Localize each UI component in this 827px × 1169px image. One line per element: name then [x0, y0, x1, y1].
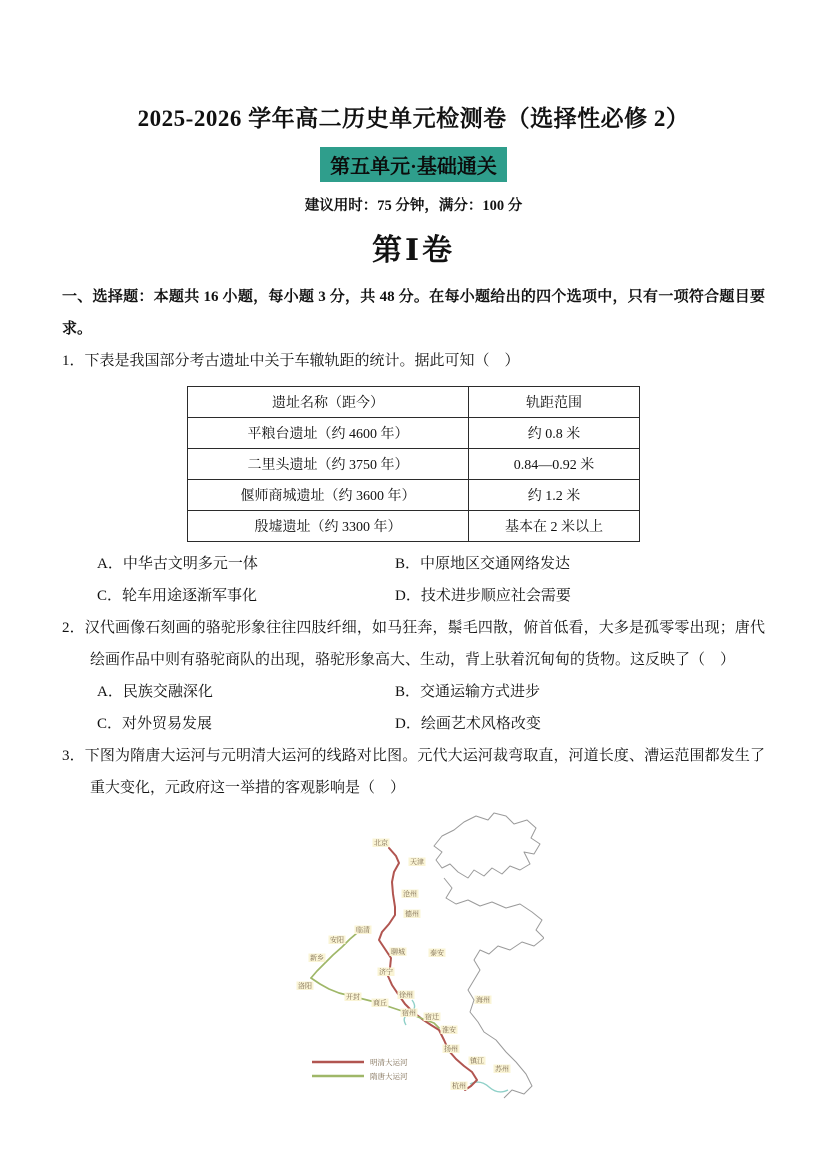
city-label: 北京 — [373, 840, 388, 847]
question-1-options — [62, 548, 765, 612]
option-D: D．绘画艺术风格改变 — [395, 716, 541, 732]
city-label: 海州 — [475, 997, 490, 1004]
city-label: 宿州 — [401, 1010, 416, 1017]
table-row — [188, 480, 640, 511]
table-cell: 约 1.2 米 — [469, 480, 640, 511]
city-label: 镇江 — [469, 1058, 484, 1065]
question-text: 下图为隋唐大运河与元明清大运河的线路对比图。元代大运河裁弯取直，河道长度、漕运范围都发生了重大变化，元政府这一举措的客观影响是（ ） — [84, 748, 765, 796]
question-text: 汉代画像石刻画的骆驼形象往往四肢纤细，如马狂奔，鬃毛四散，俯首低看，大多是孤零零出现；唐代绘画作品中则有骆驼商队的出现，骆驼形象高大、生动，背上驮着沉甸甸的货物。这反映了（ ） — [84, 620, 765, 668]
table-row — [188, 511, 640, 542]
city-label: 淮安 — [441, 1027, 456, 1034]
city-label: 安阳 — [329, 937, 344, 944]
city-labels — [296, 838, 510, 1090]
track-gauge-table-body — [188, 418, 640, 542]
table-cell: 约 0.8 米 — [469, 418, 640, 449]
legend-label: 隋唐大运河 — [369, 1072, 407, 1081]
city-label: 泰安 — [429, 950, 444, 957]
city-label: 聊城 — [390, 949, 405, 956]
track-gauge-table — [187, 386, 640, 542]
city-label: 宿迁 — [424, 1014, 439, 1021]
question-text: 下表是我国部分考古遗址中关于车辙轨距的统计。据此可知（ ） — [84, 353, 520, 369]
legend-label: 明清大运河 — [369, 1058, 407, 1067]
page-title: 2025-2026 学年高二历史单元检测卷（选择性必修 2） — [137, 106, 690, 131]
city-label: 沧州 — [402, 891, 417, 898]
table-header-site: 遗址名称（距今） — [188, 387, 469, 418]
question-2-stem — [62, 612, 765, 676]
table-header-row — [188, 387, 640, 418]
question-3-stem — [62, 740, 765, 804]
city-label: 苏州 — [494, 1066, 509, 1073]
table-row — [188, 449, 640, 480]
city-label: 扬州 — [443, 1046, 458, 1053]
question-2-options — [62, 676, 765, 740]
city-label: 德州 — [404, 911, 419, 918]
subtitle-highlight: 第五单元·基础通关 — [320, 147, 507, 182]
canal-comparison-map — [284, 808, 544, 1100]
city-label: 洛阳 — [297, 983, 312, 990]
option-A: A．中华古文明多元一体 — [97, 556, 258, 572]
question-number: 1． — [62, 353, 85, 369]
table-cell: 偃师商城遗址（约 3600 年） — [188, 480, 469, 511]
exam-meta: 建议用时：75 分钟，满分：100 分 — [304, 198, 523, 214]
option-A: A．民族交融深化 — [97, 684, 213, 700]
question-number: 2． — [62, 620, 85, 636]
city-label: 济宁 — [378, 969, 393, 976]
coastline-bohai — [434, 813, 540, 878]
option-C: C．对外贸易发展 — [97, 716, 213, 732]
city-label: 临清 — [355, 927, 370, 934]
option-B: B．交通运输方式进步 — [395, 684, 541, 700]
city-label: 商丘 — [372, 1000, 387, 1007]
section-intro: 一、选择题：本题共 16 小题，每小题 3 分，共 48 分。在每小题给出的四个选项中，只有一项符合题目要求。 — [62, 289, 765, 337]
subtitle-row — [0, 147, 827, 182]
option-C: C．轮车用途逐渐军事化 — [97, 588, 258, 604]
map-legend — [312, 1057, 408, 1081]
option-D: D．技术进步顺应社会需要 — [395, 588, 571, 604]
city-label: 徐州 — [398, 992, 413, 999]
table-cell: 基本在 2 米以上 — [469, 511, 640, 542]
city-label: 天津 — [409, 859, 424, 866]
table-header-range: 轨距范围 — [469, 387, 640, 418]
city-label: 开封 — [345, 994, 360, 1001]
question-1-stem — [62, 345, 765, 377]
city-label: 新乡 — [309, 955, 324, 962]
option-B: B．中原地区交通网络发达 — [395, 556, 571, 572]
volume-heading: 第Ⅰ卷 — [371, 234, 456, 267]
table-cell: 0.84—0.92 米 — [469, 449, 640, 480]
question-number: 3． — [62, 748, 85, 764]
table-cell: 平粮台遗址（约 4600 年） — [188, 418, 469, 449]
city-label: 杭州 — [451, 1083, 466, 1090]
table-cell: 殷墟遗址（约 3300 年） — [188, 511, 469, 542]
table-cell: 二里头遗址（约 3750 年） — [188, 449, 469, 480]
table-row — [188, 418, 640, 449]
river-qiantang — [470, 1082, 508, 1092]
